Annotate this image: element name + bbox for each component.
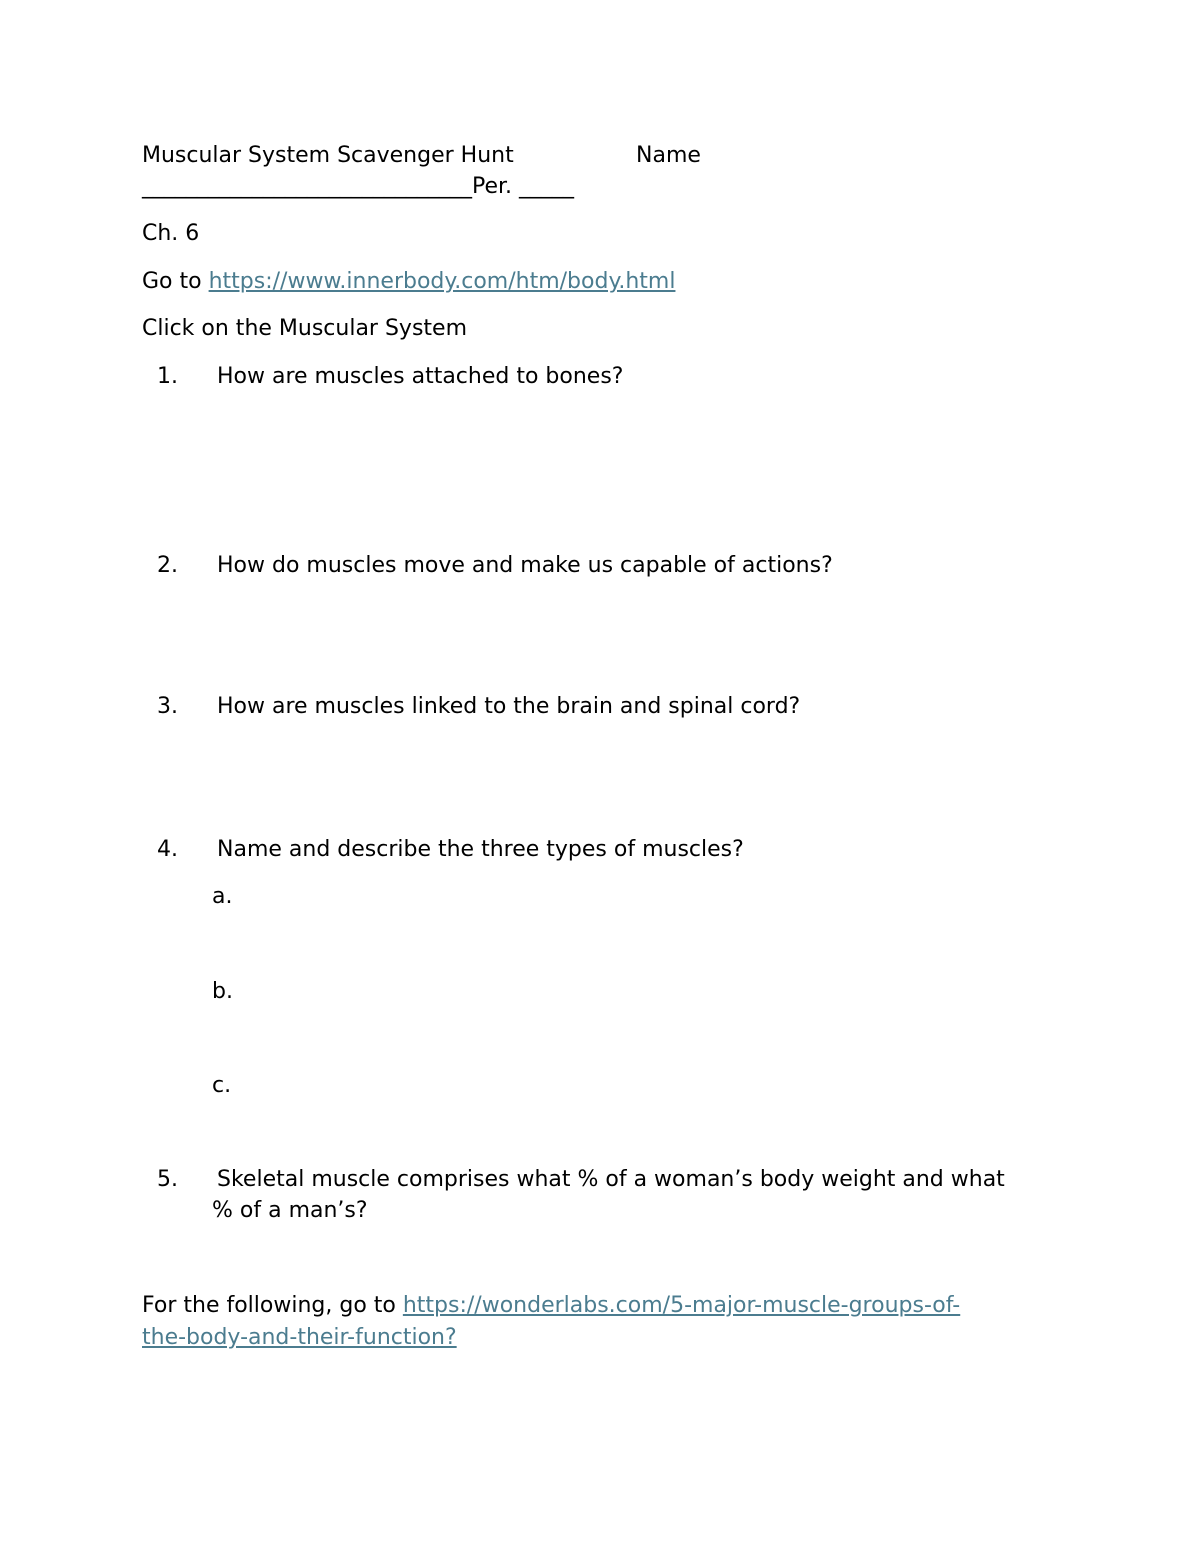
- question-1: [142, 362, 623, 392]
- sub-item-a: a.: [212, 884, 233, 909]
- footer-line-1: [142, 1291, 960, 1321]
- question-number: 3.: [157, 694, 178, 719]
- footer-line-2: [142, 1323, 457, 1353]
- sub-item-c: c.: [212, 1073, 232, 1098]
- question-2: [142, 551, 833, 581]
- name-label: [636, 141, 701, 171]
- instruction-text: Click on the Muscular System: [142, 316, 468, 341]
- name-blank: ______________________________: [142, 174, 472, 199]
- question-text: How do muscles move and make us capable of actions?: [217, 553, 833, 578]
- period-label: Per.: [472, 174, 513, 199]
- question-text: How are muscles linked to the brain and spinal cord?: [217, 694, 801, 719]
- question-text: How are muscles attached to bones?: [217, 364, 624, 389]
- goto-prefix: Go to: [142, 269, 209, 294]
- question-text: Skeletal muscle comprises what % of a woman’s body weight and what: [217, 1167, 1005, 1192]
- name-label-text: Name: [636, 143, 701, 168]
- question-4: [142, 835, 744, 865]
- question-text: Name and describe the three types of muscles?: [217, 837, 744, 862]
- question-number: 5.: [157, 1167, 178, 1192]
- question-number: 4.: [157, 837, 178, 862]
- question-5-continuation: % of a man’s?: [212, 1198, 368, 1223]
- footer-prefix: For the following, go to: [142, 1293, 403, 1318]
- wonderlabs-link[interactable]: https://wonderlabs.com/5-major-muscle-groups-of-: [402, 1293, 961, 1318]
- question-number: 1.: [157, 364, 178, 389]
- name-period-line: [142, 172, 574, 202]
- worksheet-title: [142, 141, 514, 171]
- question-3: [142, 692, 800, 722]
- title-text: Muscular System Scavenger Hunt: [142, 143, 514, 168]
- innerbody-link[interactable]: https://www.innerbody.com/htm/body.html: [208, 269, 676, 294]
- period-blank: _____: [519, 174, 575, 199]
- chapter-label: Ch. 6: [142, 221, 200, 246]
- question-5: [142, 1165, 1005, 1195]
- question-number: 2.: [157, 553, 178, 578]
- wonderlabs-link-continuation[interactable]: the-body-and-their-function?: [142, 1325, 457, 1350]
- goto-line: [142, 267, 675, 297]
- sub-item-b: b.: [212, 979, 233, 1004]
